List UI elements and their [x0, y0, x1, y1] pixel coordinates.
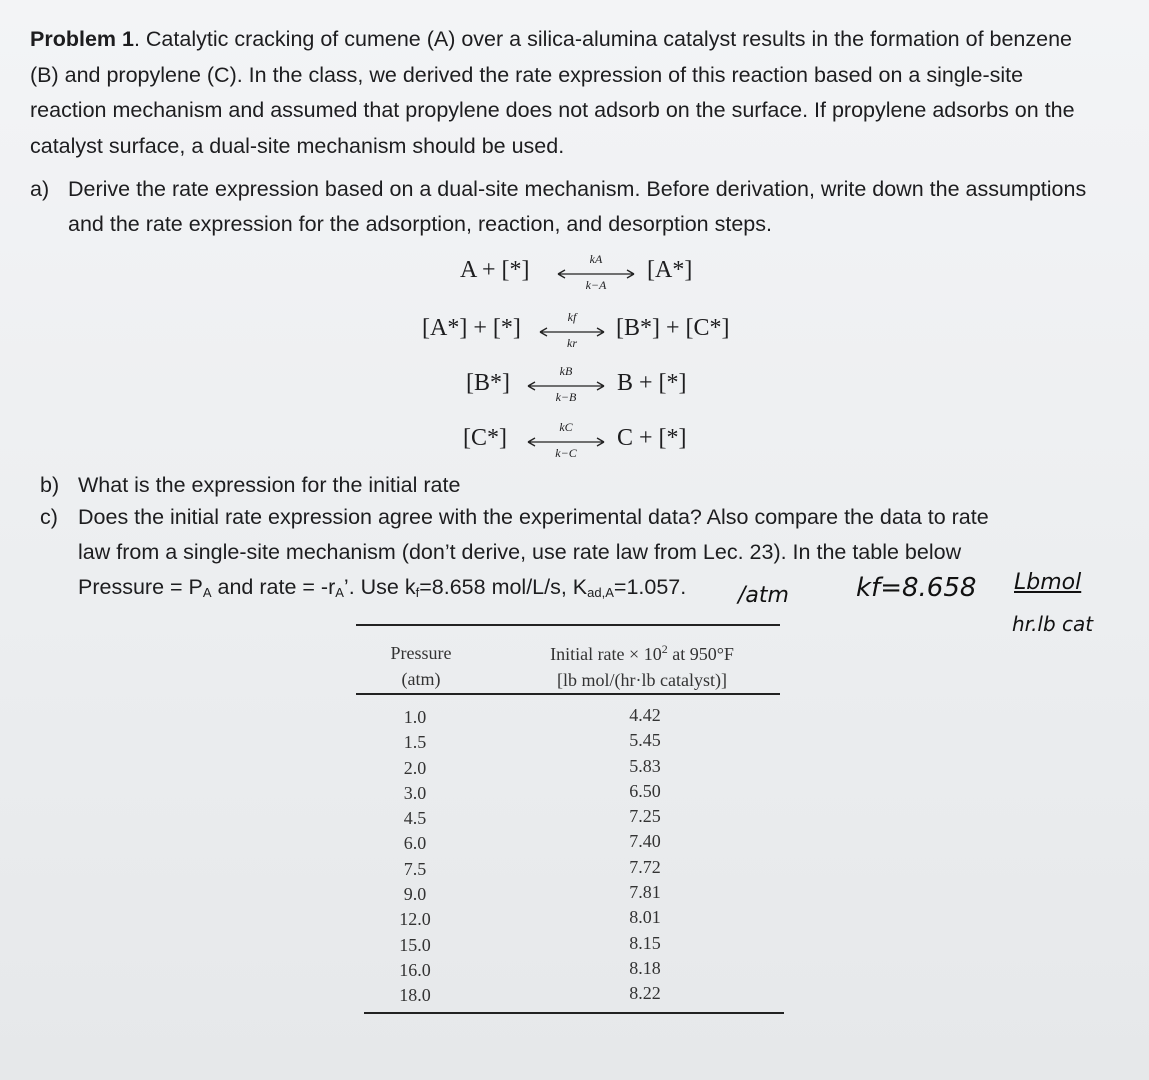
part-a-label: a) [30, 177, 50, 201]
rate-cell: 7.40 [629, 831, 661, 852]
reaction-3-k-reverse: k−B [555, 390, 577, 404]
pressure-cell: 4.5 [403, 808, 427, 829]
pressure-cell: 2.0 [403, 757, 427, 778]
reaction-4-right: C + [*] [617, 425, 687, 451]
problem-label: Problem 1 [30, 27, 134, 51]
reaction-4-k-forward: kC [559, 420, 573, 434]
pressure-cell: 12.0 [399, 909, 431, 930]
reaction-3-k-forward: kB [559, 364, 573, 378]
pressure-cell: 1.5 [403, 732, 427, 753]
pressure-cell: 3.0 [403, 782, 427, 803]
reaction-3-right: B + [*] [617, 370, 687, 396]
reaction-4-arrow [526, 420, 606, 464]
table-header-rule [356, 693, 780, 695]
reaction-1-right: [A*] [647, 257, 693, 283]
reaction-2-left: [A*] + [*] [422, 315, 521, 341]
reaction-1-k-forward: kA [589, 252, 603, 266]
rate-cell: 7.25 [629, 806, 661, 827]
reaction-3-left: [B*] [466, 370, 510, 396]
pressure-cell: 1.0 [403, 707, 427, 727]
rate-cell: 8.15 [629, 932, 661, 953]
reaction-2-k-reverse: kr [567, 336, 577, 350]
part-a-text: Derive the rate expression based on a dual-site mechanism. Before derivation, write down the assumptions and the rate expression for the adsorption, reaction, and desorption steps. [68, 177, 1087, 236]
rate-cell: 7.72 [629, 856, 661, 877]
part-c-label: c) [40, 505, 58, 529]
table-top-rule [356, 624, 780, 626]
table-column-pressure [380, 705, 450, 1009]
part-b-label: b) [40, 473, 60, 497]
table-column-rate [610, 703, 680, 1007]
reaction-2-arrow [538, 310, 606, 354]
rate-cell: 8.22 [629, 983, 661, 1004]
part-a [30, 172, 1095, 242]
handwritten-per-atm: /atm [738, 583, 789, 608]
rate-cell: 7.81 [629, 882, 661, 903]
part-c-line-1: Does the initial rate expression agree with the experimental data? Also compare the data to rate [78, 505, 989, 529]
rate-cell: 8.18 [629, 957, 661, 978]
pressure-cell: 18.0 [399, 985, 431, 1006]
reaction-1-k-reverse: k−A [585, 278, 607, 292]
pressure-cell: 16.0 [399, 959, 431, 980]
handwritten-units-numerator: Lbmol [1014, 570, 1082, 595]
reaction-1-arrow [556, 252, 636, 296]
handwritten-units-denominator: hr.lb cat [1012, 612, 1094, 636]
reaction-2-k-forward: kf [567, 310, 577, 324]
table-header-pressure: Pressure (atm) [390, 643, 452, 689]
table-header-rate: Initial rate × $10^2$ at 950°F [lb mol/(hr·lb catalyst)] [550, 642, 734, 690]
pressure-cell: 15.0 [399, 934, 431, 955]
reaction-1-left: A + [*] [460, 257, 530, 283]
problem-statement [30, 22, 1095, 164]
reaction-4-left: [C*] [463, 425, 507, 451]
rate-cell: 4.42 [629, 705, 661, 725]
part-c-line-2: law from a single-site mechanism (don’t derive, use rate law from Lec. 23). In the table below [78, 540, 962, 564]
handwritten-kf: kf=8.658 [856, 573, 977, 603]
pressure-cell: 6.0 [403, 833, 427, 854]
part-c-line-3: Pressure = $P_A$ and rate = $-r_A$’. Use $k_f=8.658$ mol/L/s, $K_{ad,A}=1.057$. [78, 575, 687, 600]
reaction-2-right: [B*] + [C*] [616, 315, 730, 341]
reaction-4-k-reverse: k−C [555, 446, 577, 460]
rate-cell: 5.45 [629, 730, 661, 751]
pressure-cell: 9.0 [403, 884, 427, 905]
problem-text: . Catalytic cracking of cumene (A) over a silica-alumina catalyst results in the formation of benzene (B) and propylene (C). In the class, we derived the rate expression of this reaction based on a single-site reaction mechanism and assumed that propylene does not adsorb on the surface. If propylene adsorbs on the catalyst surface, a dual-site mechanism should be used. [30, 27, 1075, 158]
part-b-text: What is the expression for the initial rate [78, 473, 461, 497]
rate-cell: 5.83 [629, 755, 661, 776]
part-b [40, 473, 460, 498]
reaction-3-arrow [526, 364, 606, 408]
pressure-cell: 7.5 [403, 858, 427, 879]
rate-cell: 8.01 [629, 907, 661, 928]
rate-cell: 6.50 [629, 780, 661, 801]
table-bottom-rule [364, 1012, 784, 1014]
